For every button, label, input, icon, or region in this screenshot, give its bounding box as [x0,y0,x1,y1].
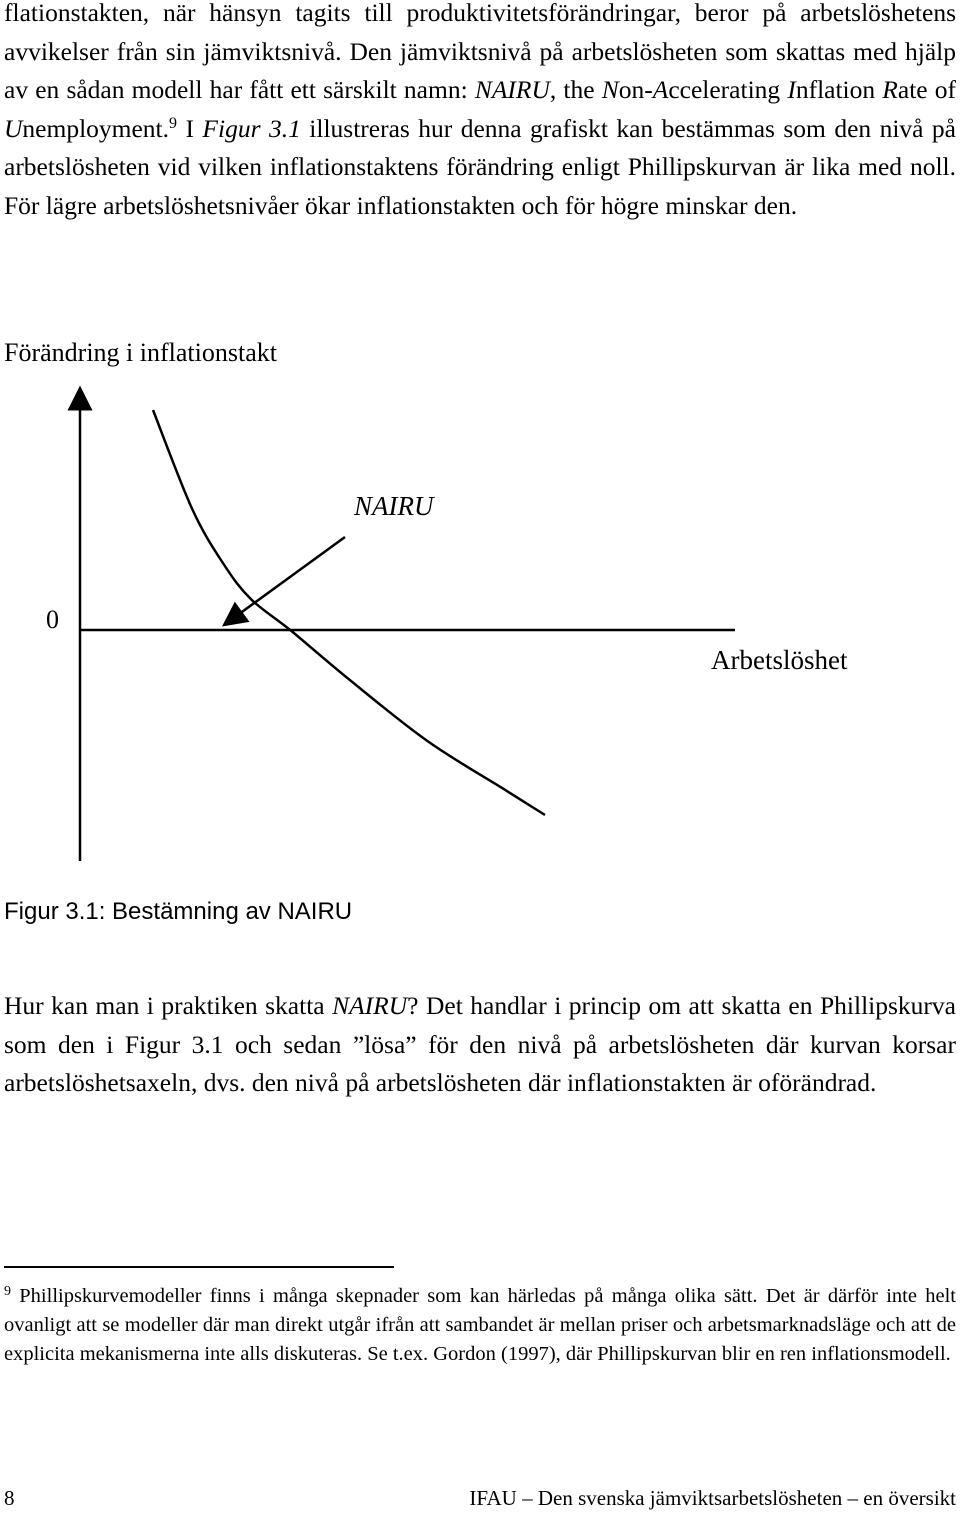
figure-ref[interactable]: Figur 3.1 [202,113,301,143]
footnote-number: 9 [4,1284,11,1299]
figure-caption: Figur 3.1: Bestämning av NAIRU [4,898,353,925]
page-number: 8 [4,1486,15,1510]
intro-paragraph: flationstakten, när hänsyn tagits till produktivitetsförändringar, beror på arbetslöshetens avvikelser från sin jämviktsnivå. Den jämviktsnivå på arbetslösheten som skattas med hjälp av en sådan modell har fått ett särskilt namn: NAIRU, the Non-Accelerating Inflation Rate of Unemployment.$^9$ I Figur 3.1 illustreras hur denna grafiskt kan bestämmas som den nivå på arbetslösheten vid vilken inflationstaktens förändring enligt Phillipskurvan är lika med noll. För lägre arbetslöshetsnivåer ökar inflationstakten och för högre minskar den. [4,0,957,220]
footnote-ref[interactable]: 9 [169,114,178,132]
nairu-arrow [224,537,345,625]
y-tick-label-zero: 0 [46,605,59,634]
nairu-term: NAIRU [474,75,550,105]
nairu-term: NAIRU [332,991,408,1020]
footnote: $^9$ Phillipskurvemodeller finns i många skepnader som kan härledas på många olika sätt. Det är därför inte helt ovanligt att se modeller där man direkt utgår ifrån att sambandet är mellan priser och arbetsmarknadsläge och att de explicita mekanismerna inte alls diskuteras. Se t.ex. Gordon (1997), där Phillipskurvan blir en ren inflationsmodell. [4,1284,956,1365]
y-axis-label: Förändring i inflationstakt [4,338,277,367]
x-axis-label: Arbetslöshet [711,645,848,675]
running-head: IFAU – Den svenska jämviktsarbetslösheten – en översikt [469,1486,956,1510]
footnote-divider [4,1266,394,1268]
nairu-annotation: NAIRU [354,491,434,521]
phillips-curve [153,410,545,815]
body-paragraph: Hur kan man i praktiken skatta NAIRU? Det handlar i princip om att skatta en Phillipskurva som den i Figur 3.1 och sedan ”lösa” för den nivå på arbetslösheten där kurvan korsar arbetslöshetsaxeln, dvs. den nivå på arbetslösheten där inflationstakten är oförändrad. [4,991,956,1098]
